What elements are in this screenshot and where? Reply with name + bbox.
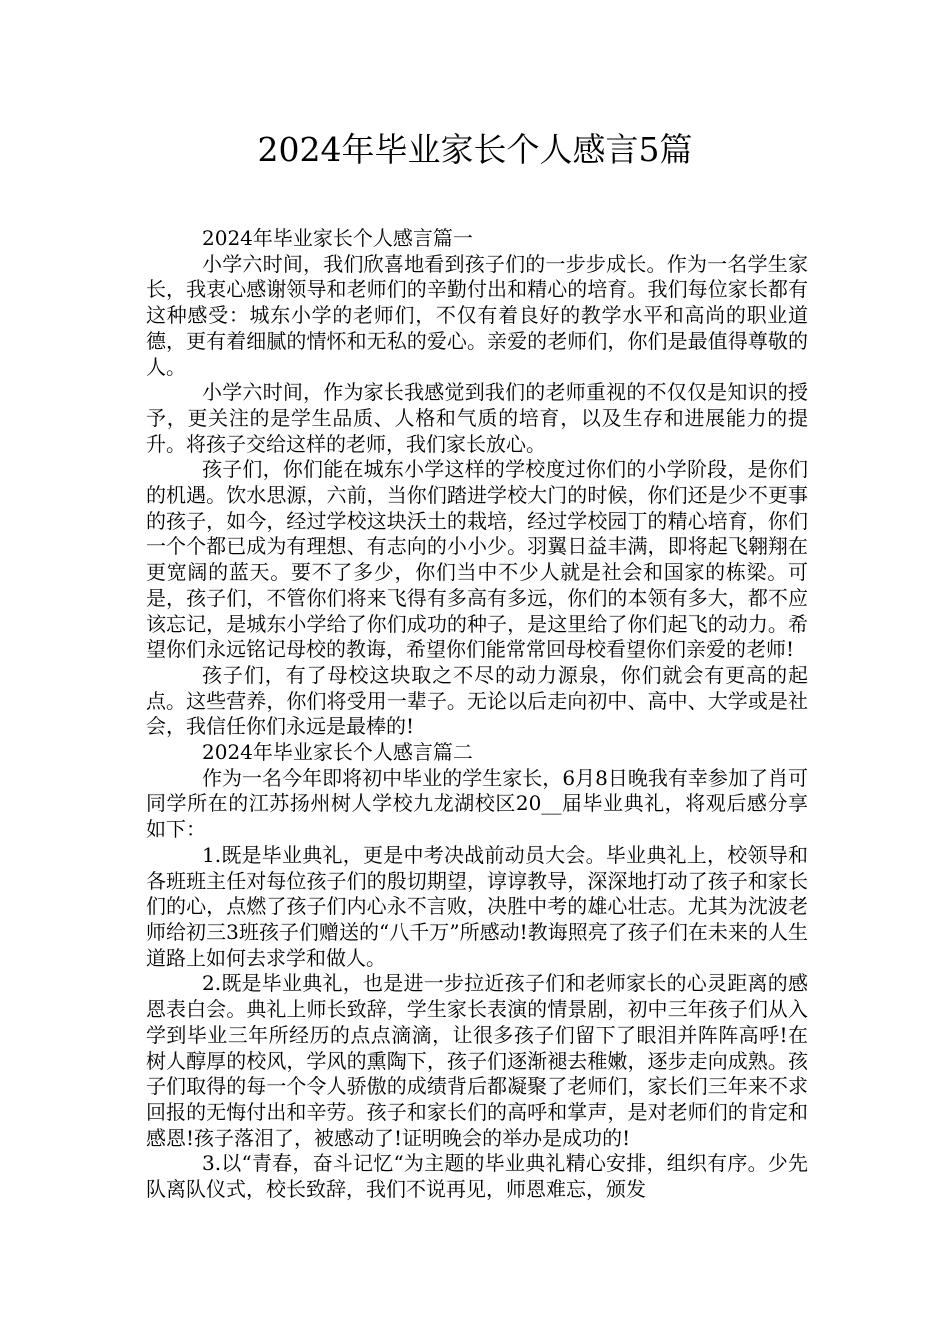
- paragraph: 2.既是毕业典礼，也是进一步拉近孩子们和老师家长的心灵距离的感恩表白会。典礼上师长致辞，学生家长表演的情景剧，初中三年孩子们从入学到毕业三年所经历的点点滴滴，让很多孩子们留下了眼泪并阵阵高呼!在树人醇厚的校风，学风的熏陶下，孩子们逐渐褪去稚嫩，逐步走向成熟。孩子们取得的每一个令人骄傲的成绩背后都凝聚了老师们，家长们三年来不求回报的无悔付出和辛劳。孩子和家长们的高呼和掌声，是对老师们的肯定和感恩!孩子落泪了，被感动了!证明晚会的举办是成功的!: [146, 971, 808, 1150]
- paragraph: 小学六时间，我们欣喜地看到孩子们的一步步成长。作为一名学生家长，我衷心感谢领导和老师们的辛勤付出和精心的培育。我们每位家长都有这种感受：城东小学的老师们，不仅有着良好的教学水平和高尚的职业道德，更有着细腻的情怀和无私的爱心。亲爱的老师们，你们是最值得尊敬的人。: [146, 251, 808, 379]
- paragraph: 孩子们，有了母校这块取之不尽的动力源泉，你们就会有更高的起点。这些营养，你们将受用一辈子。无论以后走向初中、高中、大学或是社会，我信任你们永远是最棒的!: [146, 662, 808, 739]
- paragraph: 3.以“青春，奋斗记忆“为主题的毕业典礼精心安排，组织有序。少先队离队仪式，校长致辞，我们不说再见，师恩难忘，颁发: [146, 1151, 808, 1202]
- document-body: [146, 226, 808, 1203]
- document-title: 2024年毕业家长个人感言5篇: [257, 130, 693, 169]
- paragraph: 1.既是毕业典礼，更是中考决战前动员大会。毕业典礼上，校领导和各班班主任对每位孩子们的殷切期望，谆谆教导，深深地打动了孩子和家长们的心，点燃了孩子们内心永不言败，决胜中考的雄心壮志。尤其为沈波老师给初三3班孩子们赠送的“八千万”所感动!教诲照亮了孩子们在未来的人生道路上如何去求学和做人。: [146, 842, 808, 970]
- paragraph: 作为一名今年即将初中毕业的学生家长，6月8日晚我有幸参加了肖可同学所在的江苏扬州树人学校九龙湖校区20__届毕业典礼，将观后感分享如下：: [146, 765, 808, 842]
- paragraph: 孩子们，你们能在城东小学这样的学校度过你们的小学阶段，是你们的机遇。饮水思源，六前，当你们踏进学校大门的时候，你们还是少不更事的孩子，如今，经过学校这块沃土的栽培，经过学校园丁的精心培育，你们一个个都已成为有理想、有志向的小小少。羽翼日益丰满，即将起飞翱翔在更宽阔的蓝天。要不了多少，你们当中不少人就是社会和国家的栋梁。可是，孩子们，不管你们将来飞得有多高有多远，你们的本领有多大，都不应该忘记，是城东小学给了你们成功的种子，是这里给了你们起飞的动力。希望你们永远铭记母校的教诲，希望你们能常常回母校看望你们亲爱的老师!: [146, 457, 808, 662]
- section-heading: 2024年毕业家长个人感言篇二: [202, 740, 473, 765]
- paragraph: 小学六时间，作为家长我感觉到我们的老师重视的不仅仅是知识的授予，更关注的是学生品质、人格和气质的培育，以及生存和进展能力的提升。将孩子交给这样的老师，我们家长放心。: [146, 380, 808, 456]
- section-heading: 2024年毕业家长个人感言篇一: [202, 226, 473, 250]
